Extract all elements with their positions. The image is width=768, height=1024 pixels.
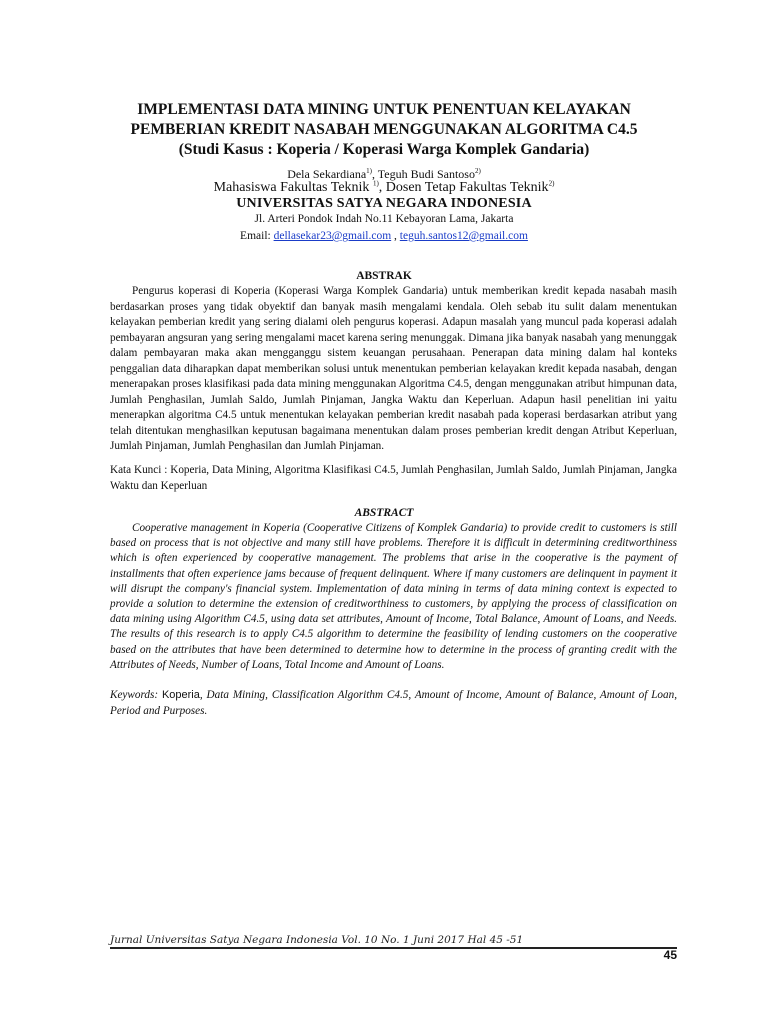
title-line-2: PEMBERIAN KREDIT NASABAH MENGGUNAKAN ALGORITMA C4.5 xyxy=(130,121,638,138)
title-line-3: (Studi Kasus : Koperia / Koperasi Warga Komplek Gandaria) xyxy=(178,141,590,158)
email-link-2[interactable]: teguh.santos12@gmail.com xyxy=(399,230,528,242)
abstract-body xyxy=(110,521,677,673)
abstrak-heading: ABSTRAK xyxy=(356,270,412,282)
author-separator: , xyxy=(372,167,378,181)
author-2: Teguh Budi Santoso xyxy=(377,167,475,181)
abstract-heading: ABSTRACT xyxy=(354,507,414,519)
affiliation xyxy=(0,180,768,196)
footer-journal-citation: Jurnal Universitas Satya Negara Indonesia Vol. 10 No. 1 Juni 2017 Hal 45 -51 xyxy=(110,934,524,946)
author-2-sup: 2) xyxy=(474,167,481,175)
abstrak-body xyxy=(110,284,677,455)
affiliation-sup-2: 2) xyxy=(548,179,555,188)
footer-divider xyxy=(110,947,677,949)
paper-title xyxy=(0,100,768,160)
email-separator: , xyxy=(391,230,400,242)
keywords-term: Koperia xyxy=(161,689,200,701)
university-name: UNIVERSITAS SATYA NEGARA INDONESIA xyxy=(236,196,532,211)
email-line xyxy=(0,229,768,243)
email-link-1[interactable]: dellasekar23@gmail.com xyxy=(273,230,392,242)
address: Jl. Arteri Pondok Indah No.11 Kebayoran Lama, Jakarta xyxy=(254,213,514,225)
author-1-sup: 1) xyxy=(366,167,372,175)
affiliation-sup-1: 1) xyxy=(372,179,379,188)
affiliation-part-1: Mahasiswa Fakultas Teknik xyxy=(213,180,373,195)
affiliation-part-2: , Dosen Tetap Fakultas Teknik xyxy=(378,180,549,195)
title-line-1: IMPLEMENTASI DATA MINING UNTUK PENENTUAN KELAYAKAN xyxy=(137,101,631,118)
kata-kunci: Kata Kunci : Koperia, Data Mining, Algoritma Klasifikasi C4.5, Jumlah Penghasilan, Jumlah Saldo, Jumlah Pinjaman, Jangka Waktu dan Keperluan xyxy=(110,464,677,492)
abstract-paragraph: Cooperative management in Koperia (Cooperative Citizens of Komplek Gandaria) to provide credit to customers is still based on process that is not objective and many still have problems. Therefore it is difficult in determining creditworthiness which is often experienced by cooperative management. The problems that arise in the cooperative is the payment of installments that often experience jams because of frequent delinquent. Where if many customers are delinquent in payment it will disrupt the company's financial system. Implementation of data mining in terms of data mining context is expected to provide a solution to determine the extension of creditworthiness to customers, by applying the process of classification on data mining using Algorithm C4.5, using data set attributes, Amount of Income, Total Balance, Amount of Loans, and Needs. The results of this research is to apply C4.5 algorithm to determine the feasibility of lending customers on the cooperative based on the attributes that have been determined to determine how to determine in the process of granting credit with the Attributes of Needs, Number of Loans, Total Income and Amount of Loans. xyxy=(110,522,677,671)
author-list xyxy=(0,167,768,181)
author-1: Dela Sekardiana xyxy=(287,167,367,181)
keywords xyxy=(110,688,677,719)
keywords-label: Keywords: xyxy=(110,689,162,701)
abstrak-paragraph: Pengurus koperasi di Koperia (Koperasi Warga Komplek Gandaria) untuk memberikan kredit kepada nasabah masih berdasarkan proses yang tidak obyektif dan banyak masih mengalami kendala. Oleh sebab itu sulit dalam menentukan kelayakan pemberian kredit yang sering dialami oleh pengurus koperasi. Adapun masalah yang muncul pada koperasi adalah pembayaran angsuran yang sering mengalami macet karena sering menunggak. Dimana jika banyak nasabah yang menunggak dalam pembayaran maka akan mengganggu sistem keuangan perusahaan. Penerapan data mining dalam hal konteks penggalian data diharapkan dapat memberikan solusi untuk menentukan pemberian kelayakan kredit kepada nasabah, dengan menerapakan proses klasifikasi pada data mining menggunakan Algoritma C4.5, dengan menggunakan atribut himpunan data, Jumlah Penghasilan, Jumlah Saldo, Jumlah Pinjaman, Jangka Waktu dan Keperluan. Adapun hasil penelitian ini yaitu menerapkan algoritma C4.5 untuk menentukan kelayakan pemberian kredit nasabah pada koperasi berdasarkan atribut yang telah ditentukan menghasilkan keputusan bagaimana menentukan dalam proses pemberian kredit dengan Atribut Keperluan, Jumlah Pinjaman, Jumlah Penghasilan dan Jumlah Pinjaman. xyxy=(110,285,677,452)
email-label: Email: xyxy=(240,230,274,242)
keywords-rest: , Data Mining, Classification Algorithm C4.5, Amount of Income, Amount of Balance, Amount of Loan, Period and Purposes. xyxy=(110,689,677,717)
page-number: 45 xyxy=(663,948,677,962)
